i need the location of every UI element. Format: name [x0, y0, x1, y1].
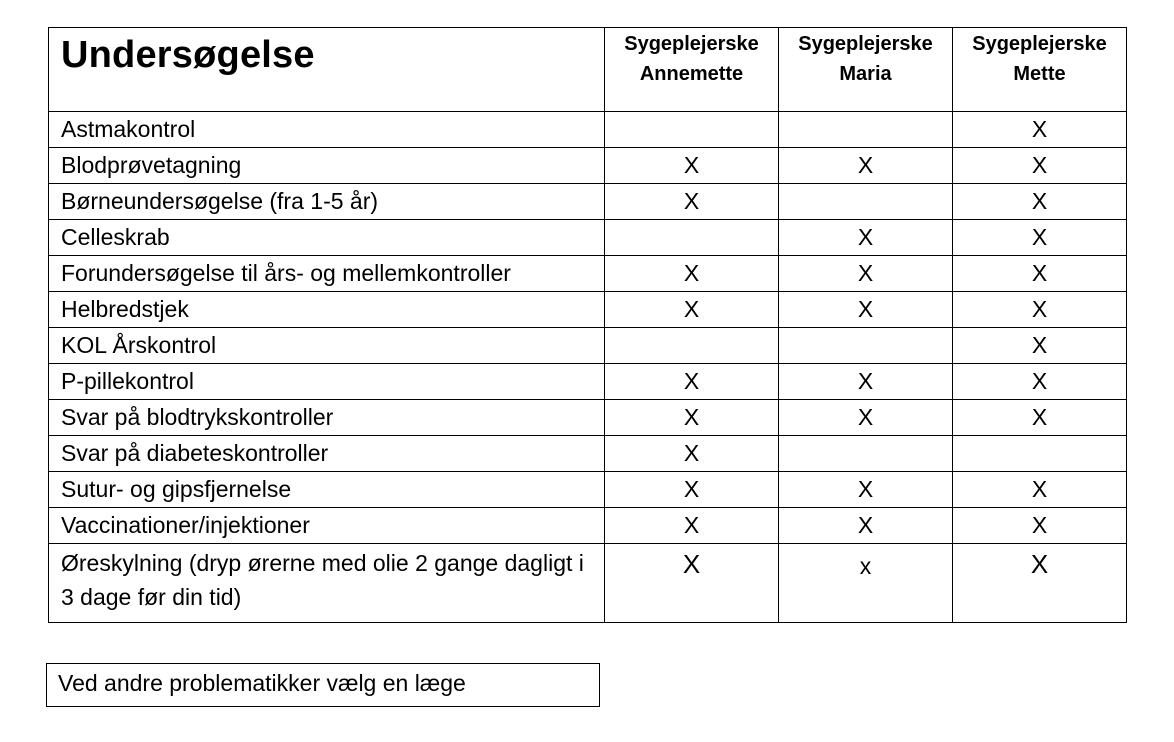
- mark-mette: [953, 436, 1127, 472]
- mark-mette: X: [953, 220, 1127, 256]
- mark-mette: X: [953, 328, 1127, 364]
- table-row: [49, 472, 1127, 508]
- mark-mette: X: [953, 544, 1127, 623]
- mark-annemette: X: [605, 400, 779, 436]
- examination-name: P-pillekontrol: [49, 364, 605, 400]
- nurse-name: Annemette: [639, 63, 744, 85]
- nurse-name: Mette: [1013, 63, 1066, 85]
- table-row: [49, 436, 1127, 472]
- mark-mette: X: [953, 256, 1127, 292]
- examination-name: Blodprøvetagning: [49, 148, 605, 184]
- examination-name: Helbredstjek: [49, 292, 605, 328]
- other-problems-note: Ved andre problematikker vælg en læge: [46, 663, 600, 707]
- mark-maria: [779, 436, 953, 472]
- examination-name: KOL Årskontrol: [49, 328, 605, 364]
- column-header-nurse-mette: [953, 28, 1127, 112]
- mark-maria: X: [779, 292, 953, 328]
- examination-name: Celleskrab: [49, 220, 605, 256]
- table-row: [49, 544, 1127, 623]
- header-row: [49, 28, 1127, 112]
- column-header-examination: Undersøgelse: [49, 28, 605, 112]
- mark-annemette: X: [605, 508, 779, 544]
- mark-maria: X: [779, 364, 953, 400]
- mark-mette: X: [953, 364, 1127, 400]
- examination-name: Astmakontrol: [49, 112, 605, 148]
- table-row: [49, 328, 1127, 364]
- mark-mette: X: [953, 184, 1127, 220]
- mark-mette: X: [953, 400, 1127, 436]
- mark-mette: X: [953, 292, 1127, 328]
- examination-name: Vaccinationer/injektioner: [49, 508, 605, 544]
- mark-mette: X: [953, 148, 1127, 184]
- table-row: [49, 400, 1127, 436]
- column-header-nurse-maria: [779, 28, 953, 112]
- mark-annemette: X: [605, 544, 779, 623]
- mark-annemette: X: [605, 184, 779, 220]
- examination-name: Børneundersøgelse (fra 1-5 år): [49, 184, 605, 220]
- table-row: [49, 508, 1127, 544]
- mark-annemette: X: [605, 148, 779, 184]
- examination-name: Forundersøgelse til års- og mellemkontroller: [49, 256, 605, 292]
- nurse-name: Maria: [839, 63, 892, 85]
- mark-mette: X: [953, 508, 1127, 544]
- mark-maria: [779, 184, 953, 220]
- mark-maria: X: [779, 220, 953, 256]
- table-row: [49, 184, 1127, 220]
- nurse-title: Sygeplejerske: [624, 33, 759, 55]
- table-row: [49, 364, 1127, 400]
- mark-maria: [779, 112, 953, 148]
- examination-name: Øreskylning (dryp ørerne med olie 2 gange dagligt i 3 dage før din tid): [49, 544, 605, 623]
- mark-maria: x: [779, 544, 953, 623]
- mark-annemette: X: [605, 364, 779, 400]
- mark-maria: X: [779, 508, 953, 544]
- table-row: [49, 112, 1127, 148]
- mark-maria: X: [779, 148, 953, 184]
- nurse-title: Sygeplejerske: [972, 33, 1107, 55]
- mark-annemette: X: [605, 256, 779, 292]
- column-header-nurse-annemette: [605, 28, 779, 112]
- examination-name: Svar på diabeteskontroller: [49, 436, 605, 472]
- mark-maria: X: [779, 472, 953, 508]
- table-row: [49, 256, 1127, 292]
- mark-annemette: X: [605, 292, 779, 328]
- mark-maria: [779, 328, 953, 364]
- examination-name: Sutur- og gipsfjernelse: [49, 472, 605, 508]
- examination-name: Svar på blodtrykskontroller: [49, 400, 605, 436]
- mark-annemette: [605, 220, 779, 256]
- mark-annemette: [605, 328, 779, 364]
- mark-annemette: X: [605, 472, 779, 508]
- table-row: [49, 220, 1127, 256]
- mark-annemette: [605, 112, 779, 148]
- mark-annemette: X: [605, 436, 779, 472]
- table-row: [49, 292, 1127, 328]
- mark-mette: X: [953, 472, 1127, 508]
- mark-mette: X: [953, 112, 1127, 148]
- nurse-title: Sygeplejerske: [798, 33, 933, 55]
- table-row: [49, 148, 1127, 184]
- mark-maria: X: [779, 400, 953, 436]
- examination-table: [48, 27, 1127, 623]
- mark-maria: X: [779, 256, 953, 292]
